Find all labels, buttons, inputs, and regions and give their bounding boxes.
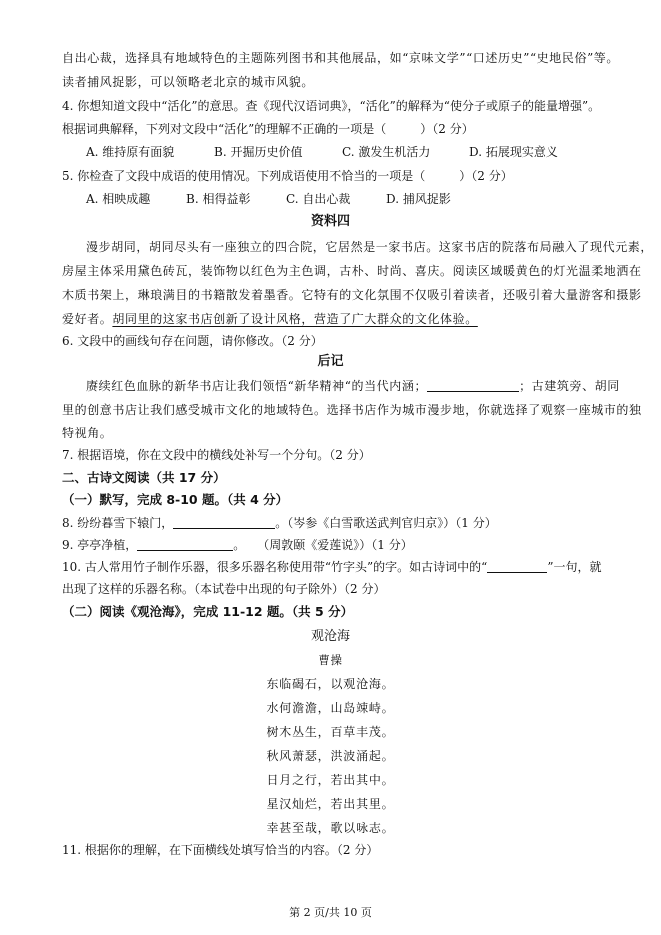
fill-blank[interactable]	[173, 514, 275, 529]
afterword-title: 后记	[317, 354, 344, 369]
question-8-source: 。（岑参《白雪歌送武判官归京》）（1 分）	[275, 516, 497, 530]
question-4-stem: 4. 你想知道文段中“活化”的意思。查《现代汉语词典》，“活化”的解释为“使分子或原子的能量增强”。	[62, 99, 601, 113]
poem-line: 日月之行，若出其中。	[266, 773, 395, 787]
question-4-score: ）（2 分）	[420, 122, 474, 136]
afterword-text: ；古建筑旁、胡同	[519, 379, 620, 393]
poem-line: 秋风萧瑟，洪波涌起。	[266, 749, 395, 763]
underlined-sentence: 胡同里的这家书店创新了设计风格，营造了广大群众的文化体验。	[112, 312, 478, 326]
question-4-prompt-text: 根据词典解释，下列对文段中“活化”的理解不正确的一项是（	[62, 122, 387, 136]
question-9	[62, 535, 613, 555]
question-9-text: 9. 亭亭净植，	[62, 538, 138, 552]
option-d: D. 拓展现实意义	[469, 145, 558, 159]
material-4-line: 房屋主体采用黛色砖瓦，装饰物以红色为主色调，古朴、时尚、喜庆。阅读区域暖黄色的灯光温柔地洒在	[62, 264, 642, 278]
question-10	[62, 557, 613, 577]
afterword-text: 赓续红色血脉的新华书店让我们领悟“新华精神“的当代内涵；	[86, 379, 428, 393]
text-line: 读者捕风捉影，可以领略老北京的城市风貌。	[62, 75, 315, 89]
question-11: 11. 根据你的理解，在下面横线处填写恰当的内容。（2 分）	[62, 843, 379, 857]
page-footer: 第 2 页/共 10 页	[289, 906, 372, 919]
question-5-text: 5. 你检查了文段中成语的使用情况。下列成语使用不恰当的一项是（	[62, 169, 426, 183]
afterword-line: 里的创意书店让我们感受城市文化的地域特色。选择书店作为城市漫步地，你就选择了观察一座城市的独	[62, 403, 642, 417]
option-a: A. 维持原有面貌	[86, 145, 175, 159]
question-5-options	[86, 189, 451, 209]
material-4-line	[62, 309, 613, 329]
poem-line: 东临碣石，以观沧海。	[266, 677, 395, 691]
option-b: B. 相得益彰	[186, 192, 251, 206]
fill-blank[interactable]	[137, 536, 233, 551]
material-4-text: 爱好者。	[62, 312, 113, 326]
text-line: 自出心裁，选择具有地域特色的主题陈列图书和其他展品，如“京味文学”“口述历史”“史地民俗”等。	[62, 51, 620, 65]
question-7: 7. 根据语境，你在文段中的横线处补写一个分句。（2 分）	[62, 448, 371, 462]
afterword-line	[86, 376, 620, 396]
material-4-line: 漫步胡同，胡同尽头有一座独立的四合院，它居然是一家书店。这家书店的院落布局融入了现代元素，	[86, 240, 654, 254]
poem-line: 幸甚至哉，歌以咏志。	[266, 821, 395, 835]
question-4-options	[86, 142, 558, 162]
question-9-source: 。 （周敦颐《爱莲说》）（1 分）	[233, 538, 413, 552]
question-10-text-end: ”一句，就	[547, 560, 602, 574]
question-8	[62, 513, 613, 533]
fill-blank[interactable]	[487, 558, 547, 573]
poem-title: 观沧海	[310, 629, 350, 644]
poem-line: 星汉灿烂，若出其里。	[266, 797, 395, 811]
section-2-title: 二、古诗文阅读（共 17 分）	[62, 470, 226, 485]
option-c: C. 激发生机活力	[342, 145, 431, 159]
question-10-cont: 出现了这样的乐器名称。（本试卷中出现的句子除外）（2 分）	[62, 582, 386, 596]
material-4-line: 木质书架上，琳琅满目的书籍散发着墨香。它特有的文化氛围不仅吸引着读者，还吸引着大量游客和摄影	[62, 288, 642, 302]
afterword-line: 特视角。	[62, 426, 113, 440]
section-2a-title: （一）默写，完成 8-10 题。（共 4 分）	[62, 492, 289, 507]
question-5-stem	[62, 166, 613, 186]
question-5-score: ）（2 分）	[459, 169, 513, 183]
fill-blank[interactable]	[427, 377, 519, 392]
question-10-text: 10. 古人常用竹子制作乐器，很多乐器名称使用带“竹字头”的字。如古诗词中的“	[62, 560, 488, 574]
option-c: C. 自出心裁	[286, 192, 351, 206]
material-4-title: 资料四	[310, 214, 350, 229]
option-a: A. 相映成趣	[86, 192, 151, 206]
question-4-prompt	[62, 119, 613, 139]
option-d: D. 捕风捉影	[386, 192, 451, 206]
option-b: B. 开掘历史价值	[214, 145, 303, 159]
poem-line: 树木丛生，百草丰茂。	[266, 725, 395, 739]
poem-line: 水何澹澹，山岛竦峙。	[266, 701, 395, 715]
poem-author: 曹操	[318, 653, 343, 667]
question-6: 6. 文段中的画线句存在问题，请你修改。（2 分）	[62, 334, 323, 348]
question-8-text: 8. 纷纷暮雪下辕门，	[62, 516, 174, 530]
section-2b-title: （二）阅读《观沧海》，完成 11-12 题。（共 5 分）	[62, 604, 354, 619]
